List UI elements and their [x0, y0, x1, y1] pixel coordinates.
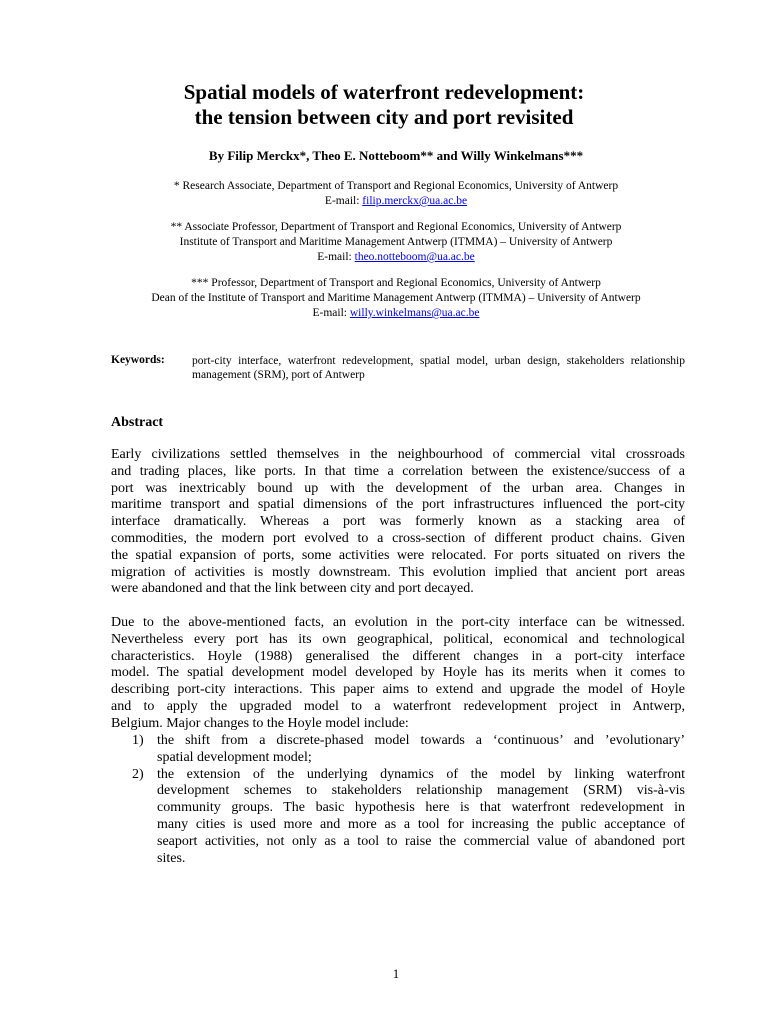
text-line: and trading places, like ports. In that time a correlation between the existence/success of a [111, 463, 685, 479]
abstract-paragraph-1 [111, 447, 685, 598]
email-label: E-mail: [324, 195, 363, 207]
list-item [111, 733, 685, 767]
text-line: spatial development model; [157, 749, 312, 765]
text-line: the shift from a discrete-phased model towards a ‘continuous’ and ’evolutionary’ [157, 733, 685, 748]
affiliation-line: ** Associate Professor, Department of Transport and Regional Economics, University of Antwerp [170, 221, 622, 233]
author-list: By Filip Merckx*, Theo E. Notteboom** and Willy Winkelmans*** [208, 148, 584, 163]
text-line: maritime transport and spatial dimensions of the port infrastructures influenced the port-city [111, 497, 685, 513]
text-line: the spatial expansion of ports, some activities were relocated. For ports situated on rivers the [111, 547, 685, 563]
list-item [111, 767, 685, 868]
text-line: model. The spatial development model developed by Hoyle has its merits when it comes to [111, 665, 685, 681]
paper-title [0, 80, 768, 130]
email-link[interactable]: filip.merckx@ua.ac.be [362, 195, 468, 207]
list-number: 1) [132, 733, 144, 748]
text-line: Belgium. Major changes to the Hoyle model include: [111, 715, 409, 731]
email-link[interactable]: theo.notteboom@ua.ac.be [354, 251, 475, 263]
text-line: interface dramatically. Whereas a port was formerly known as a stacking area of [111, 514, 685, 530]
numbered-list [111, 733, 685, 867]
keywords-label: Keywords: [111, 354, 165, 366]
affiliation-1 [0, 179, 768, 209]
text-line: many cities is used more and more as a tool for increasing the public acceptance of [157, 816, 685, 832]
affiliation-line: * Research Associate, Department of Transport and Regional Economics, University of Antwerp [173, 180, 619, 192]
text-line: Nevertheless every port has its own geographical, political, economical and technological [111, 631, 685, 647]
text-line: development schemes to stakeholders relationship management (SRM) vis-à-vis [157, 783, 685, 799]
email-link[interactable]: willy.winkelmans@ua.ac.be [349, 307, 480, 319]
text-line: commodities, the modern port evolved to a cross-section of different product chains. Given [111, 530, 685, 546]
email-line [0, 306, 768, 321]
abstract-heading: Abstract [111, 415, 164, 430]
email-label: E-mail: [317, 251, 355, 263]
affiliation-line: *** Professor, Department of Transport and Regional Economics, University of Antwerp [191, 277, 601, 289]
affiliation-3 [0, 276, 768, 321]
text-line: describing port-city interactions. This paper aims to extend and upgrade the model of Hoyle [111, 682, 685, 698]
abstract-paragraph-2 [111, 615, 685, 733]
page-number: 1 [392, 966, 400, 981]
text-line: and to apply the upgraded model to a waterfront redevelopment project in Antwerp, [111, 698, 685, 714]
email-label: E-mail: [312, 307, 350, 319]
email-line [0, 250, 768, 265]
text-line: characteristics. Hoyle (1988) generalised the different changes in a port-city interface [111, 648, 685, 664]
text-line: port was inextricably bound up with the development of the urban area. Changes in [111, 480, 685, 496]
text-line: sites. [157, 850, 186, 866]
affiliation-line: Dean of the Institute of Transport and Maritime Management Antwerp (ITMMA) – University of Antwerp [151, 292, 641, 304]
text-line: community groups. The basic hypothesis here is that waterfront redevelopment in [157, 800, 685, 816]
text-line: seaport activities, not only as a tool to raise the commercial value of abandoned port [157, 833, 685, 849]
title-line-1: Spatial models of waterfront redevelopment: [183, 80, 585, 104]
text-line: migration of activities is mostly downstream. This evolution implied that ancient port areas [111, 564, 685, 580]
text-line: were abandoned and that the link between city and port decayed. [111, 581, 474, 597]
keywords-text: port-city interface, waterfront redevelopment, spatial model, urban design, stakeholders relationship management (SRM), port of Antwerp [192, 355, 685, 381]
text-line: Early civilizations settled themselves in the neighbourhood of commercial vital crossroads [111, 447, 685, 462]
affiliation-line: Institute of Transport and Maritime Management Antwerp (ITMMA) – University of Antwerp [179, 236, 613, 248]
text-line: the extension of the underlying dynamics of the model by linking waterfront [157, 766, 685, 782]
list-number: 2) [132, 766, 144, 782]
text-line: Due to the above-mentioned facts, an evolution in the port-city interface can be witnessed. [111, 615, 685, 630]
affiliation-2 [0, 220, 768, 265]
title-line-2: the tension between city and port revisited [194, 105, 574, 129]
email-line [0, 194, 768, 209]
